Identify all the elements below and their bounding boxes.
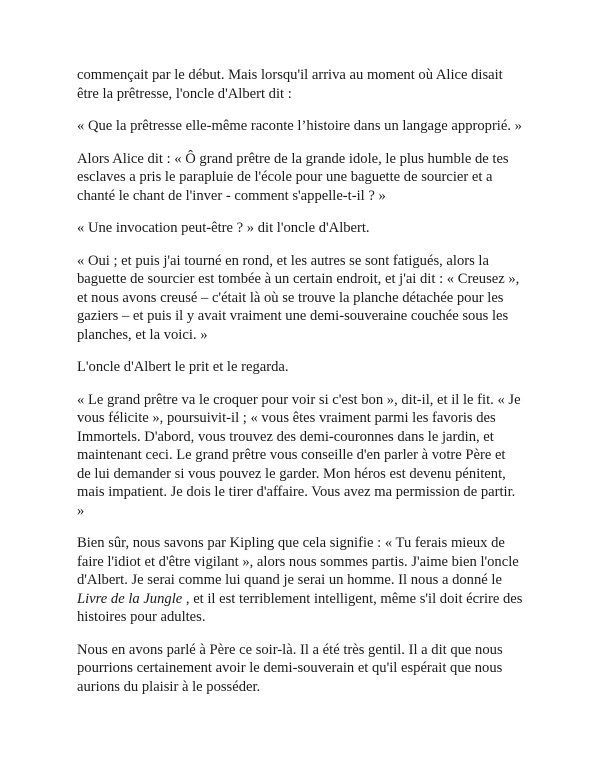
paragraph-3: Alors Alice dit : « Ô grand prêtre de la grande idole, le plus humble de tes esclaves a pris le parapluie de l'école pour une baguette de sourcier et a chanté le chant de l'inver - comment s'appelle-t-il ? » bbox=[77, 150, 509, 204]
kipling-text-before: Bien sûr, nous savons par Kipling que cela signifie : « Tu ferais mieux de faire l'idiot et d'être vigilant », alors nous sommes partis. J'aime bien l'oncle d'Albert. Je serai comme lui quand je serai un homme. Il nous a donné le bbox=[77, 535, 519, 588]
paragraph-5: « Oui ; et puis j'ai tourné en rond, et les autres se sont fatigués, alors la baguette de sourcier est tombée à un certain endroit, et j'ai dit : « Creusez », et nous avons creusé – c'était là où se trouve la planche détachée pour les gaziers – et puis il y avait vraiment une demi-souveraine couchée sous les planches, et la voici. » bbox=[77, 252, 520, 343]
paragraph-9: Nous en avons parlé à Père ce soir-là. Il a été très gentil. Il a dit que nous pourrions certainement avoir le demi-souverain et qu'il espérait que nous aurions du plaisir à le posséder. bbox=[77, 641, 503, 695]
paragraph-4: « Une invocation peut-être ? » dit l'oncle d'Albert. bbox=[77, 220, 370, 236]
document-page bbox=[77, 66, 525, 710]
paragraph-7: « Le grand prêtre va le croquer pour voir si c'est bon », dit-il, et il le fit. « Je vous félicite », poursuivit-il ; « vous êtes vraiment parmi les favoris des Immortels. D'abord, vous trouvez des demi-couronnes dans le jardin, et maintenant ceci. Le grand prêtre vous conseille d'en parler à votre Père et de lui demander si vous pouvez le garder. Mon héros est devenu pénitent, mais impatient. Je dois le tirer d'affaire. Vous avez ma permission de partir. » bbox=[77, 391, 521, 519]
book-title: Livre de la Jungle bbox=[77, 590, 183, 607]
paragraph-2: « Que la prêtresse elle-même raconte l’histoire dans un langage approprié. » bbox=[77, 118, 522, 134]
paragraph-8-kipling bbox=[77, 534, 525, 627]
paragraph-6: L'oncle d'Albert le prit et le regarda. bbox=[77, 359, 289, 375]
kipling-text-after: , et il est terriblement intelligent, même s'il doit écrire des histoires pour adultes. bbox=[77, 590, 523, 625]
paragraph-1: commençait par le début. Mais lorsqu'il arriva au moment où Alice disait être la prêtresse, l'oncle d'Albert dit : bbox=[77, 67, 503, 102]
